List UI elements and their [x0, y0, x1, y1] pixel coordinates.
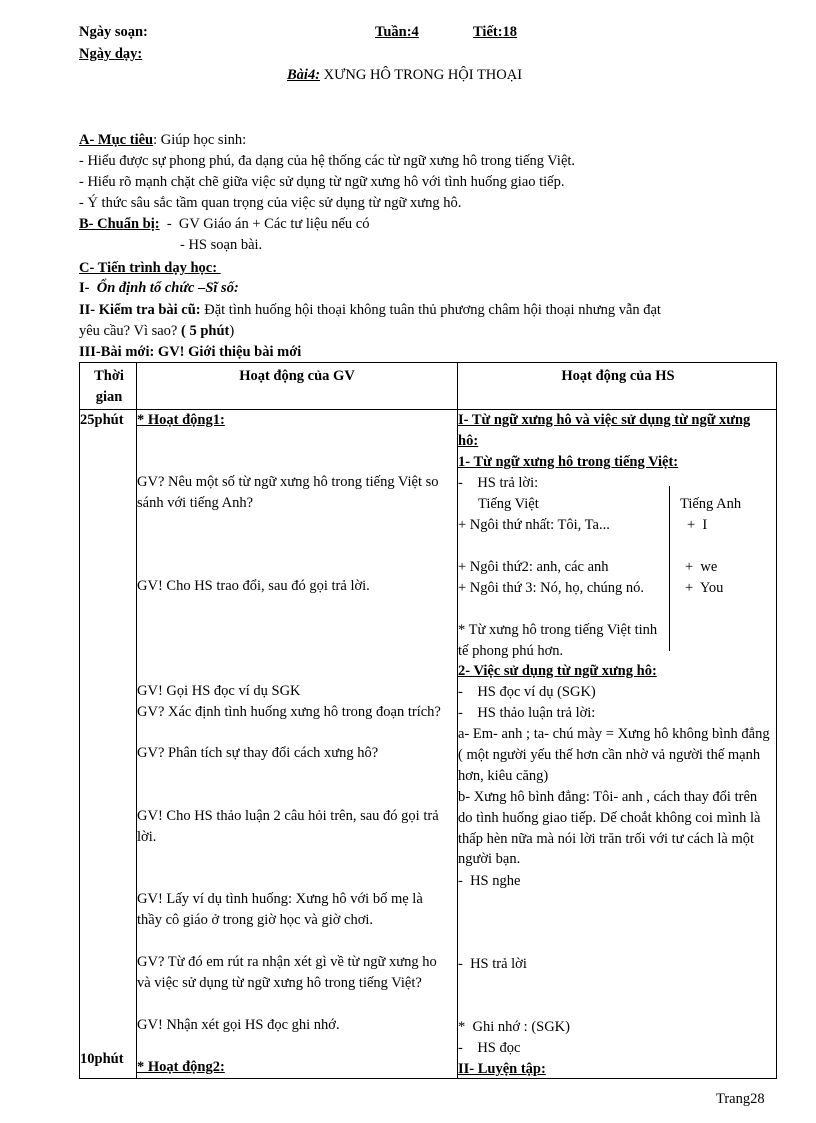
- section-a-heading: [79, 130, 246, 150]
- ngay-day-label: Ngày dạy:: [79, 46, 143, 62]
- gv-instruction-7: GV! Lấy ví dụ tình huống: Xưng hô với bố mẹ là thầy cô giáo ở trong giờ học và giờ chơi.: [137, 891, 423, 928]
- time-25: 25phút: [80, 412, 124, 428]
- vn-person-3: + Ngôi thứ 3: Nó, họ, chúng nó.: [458, 580, 645, 596]
- time-10: 10phút: [80, 1051, 124, 1067]
- hs-memo: * Ghi nhớ : (SGK): [458, 1019, 570, 1035]
- en-person-3: + You: [685, 580, 724, 596]
- prep-teacher: - GV Giáo án + Các tư liệu nếu có: [159, 216, 370, 232]
- step-2-title: II- Kiểm tra bài cũ:: [79, 302, 201, 318]
- lesson-table: [79, 362, 777, 1079]
- step-2-time: ( 5 phút: [181, 323, 230, 339]
- table-head-hs: Hoạt động của HS: [561, 368, 675, 384]
- ngay-soan-label: Ngày soạn:: [79, 24, 148, 40]
- col-english: Tiếng Anh: [680, 496, 742, 512]
- vn-person-2: + Ngôi thứ2: anh, các anh: [458, 559, 609, 575]
- hs-answer-1: - HS trả lời:: [458, 475, 539, 491]
- step-1-title: Ổn định tổ chức –Sĩ số:: [96, 280, 239, 296]
- gv-question-1: GV? Nêu một số từ ngữ xưng hô trong tiếng Việt so sánh với tiếng Anh?: [137, 474, 439, 511]
- step-2-text2: yêu cầu? Vì sao?: [79, 323, 181, 339]
- week-label: Tuần:4: [375, 24, 419, 40]
- section-b-title: B- Chuẩn bị:: [79, 216, 160, 232]
- lesson-title: [287, 65, 522, 85]
- objective-item: - Ý thức sâu sắc tầm quan trọng của việc sử dụng từ ngữ xưng hô.: [79, 195, 462, 211]
- period-label: Tiết:18: [473, 24, 518, 40]
- hs-read-example: - HS đọc ví dụ (SGK): [458, 684, 596, 700]
- hs-answer-a: a- Em- anh ; ta- chú mày = Xưng hô không bình đẳng ( một người yếu thế hơn cần nhờ vả người thế mạnh hơn, kiêu căng): [458, 726, 770, 784]
- section-a-title: A- Mục tiêu: [79, 132, 154, 148]
- vn-conclusion: * Từ xưng hô trong tiếng Việt tinh tế phong phú hơn.: [458, 622, 658, 659]
- hs-section-2: II- Luyện tập:: [458, 1061, 546, 1077]
- hs-answer-2: - HS trả lời: [458, 956, 527, 972]
- step-3-title: III-Bài mới: GV! Giới thiệu bài mới: [79, 344, 302, 360]
- hs-listen: - HS nghe: [458, 873, 521, 889]
- page-number: Trang28: [716, 1091, 765, 1107]
- gv-question-5: GV? Phân tích sự thay đổi cách xưng hô?: [137, 745, 379, 761]
- hs-subsection-1: 1- Từ ngữ xưng hô trong tiếng Việt:: [458, 454, 679, 470]
- step-1: [79, 278, 239, 298]
- lesson-number: Bài4:: [287, 67, 321, 83]
- gv-instruction-9: GV! Nhận xét gọi HS đọc ghi nhớ.: [137, 1017, 340, 1033]
- hs-answer-b: b- Xưng hô bình đẳng: Tôi- anh , cách thay đổi trên do tình huống giao tiếp. Dế choắt không coi mình là thấp hèn nữa mà nói lời trăn trối với tư cách là một người bạn.: [458, 789, 761, 868]
- objective-item: - Hiểu được sự phong phú, đa dạng của hệ thống các từ ngữ xưng hô trong tiếng Việt.: [79, 153, 576, 169]
- step-1-number: I-: [79, 280, 97, 296]
- section-b-heading: [79, 214, 369, 234]
- prep-students: - HS soạn bài.: [180, 237, 263, 253]
- lesson-name: XƯNG HÔ TRONG HỘI THOẠI: [323, 67, 523, 83]
- gv-question-4: GV? Xác định tình huống xưng hô trong đoạn trích?: [137, 704, 441, 720]
- hs-section-1: I- Từ ngữ xưng hô và việc sử dụng từ ngữ xưng hô:: [458, 412, 751, 449]
- gv-activity-2: * Hoạt động2:: [137, 1059, 225, 1075]
- hs-discuss: - HS thảo luận trả lời:: [458, 705, 596, 721]
- objective-item: - Hiểu rõ mạnh chặt chẽ giữa việc sử dụng từ ngữ xưng hô với tình huống giao tiếp.: [79, 174, 565, 190]
- gv-instruction-3: GV! Gọi HS đọc ví dụ SGK: [137, 683, 301, 699]
- step-2-text: Đặt tình huống hội thoại không tuân thủ phương châm hội thoại nhưng vẫn đạt: [200, 302, 661, 318]
- col-vietnamese: Tiếng Việt: [478, 496, 539, 512]
- gv-instruction-6: GV! Cho HS thảo luận 2 câu hỏi trên, sau đó gọi trả lời.: [137, 808, 439, 845]
- table-head-time: Thời gian: [94, 368, 124, 405]
- step-2-close: ): [229, 323, 235, 339]
- gv-question-8: GV? Từ đó em rút ra nhận xét gì về từ ngữ xưng ho và việc sử dụng từ ngữ xưng hô trong tiếng Việt?: [137, 954, 437, 991]
- section-c-title: C- Tiến trình dạy học:: [79, 260, 221, 276]
- step-2-line2: [79, 321, 234, 341]
- step-2: [79, 300, 661, 320]
- gv-instruction-2: GV! Cho HS trao đổi, sau đó gọi trả lời.: [137, 578, 370, 594]
- hs-read-memo: - HS đọc: [458, 1040, 521, 1056]
- section-a-intro: : Giúp học sinh:: [153, 132, 247, 148]
- gv-activity-1: * Hoạt động1:: [137, 412, 225, 428]
- hs-subsection-2: 2- Việc sử dụng từ ngữ xưng hô:: [458, 663, 657, 679]
- comparison-divider: [669, 486, 670, 651]
- en-person-1: + I: [687, 517, 708, 533]
- vn-person-1: + Ngôi thứ nhất: Tôi, Ta...: [458, 517, 610, 533]
- table-head-gv: Hoạt động của GV: [239, 368, 355, 384]
- en-person-2: + we: [685, 559, 718, 575]
